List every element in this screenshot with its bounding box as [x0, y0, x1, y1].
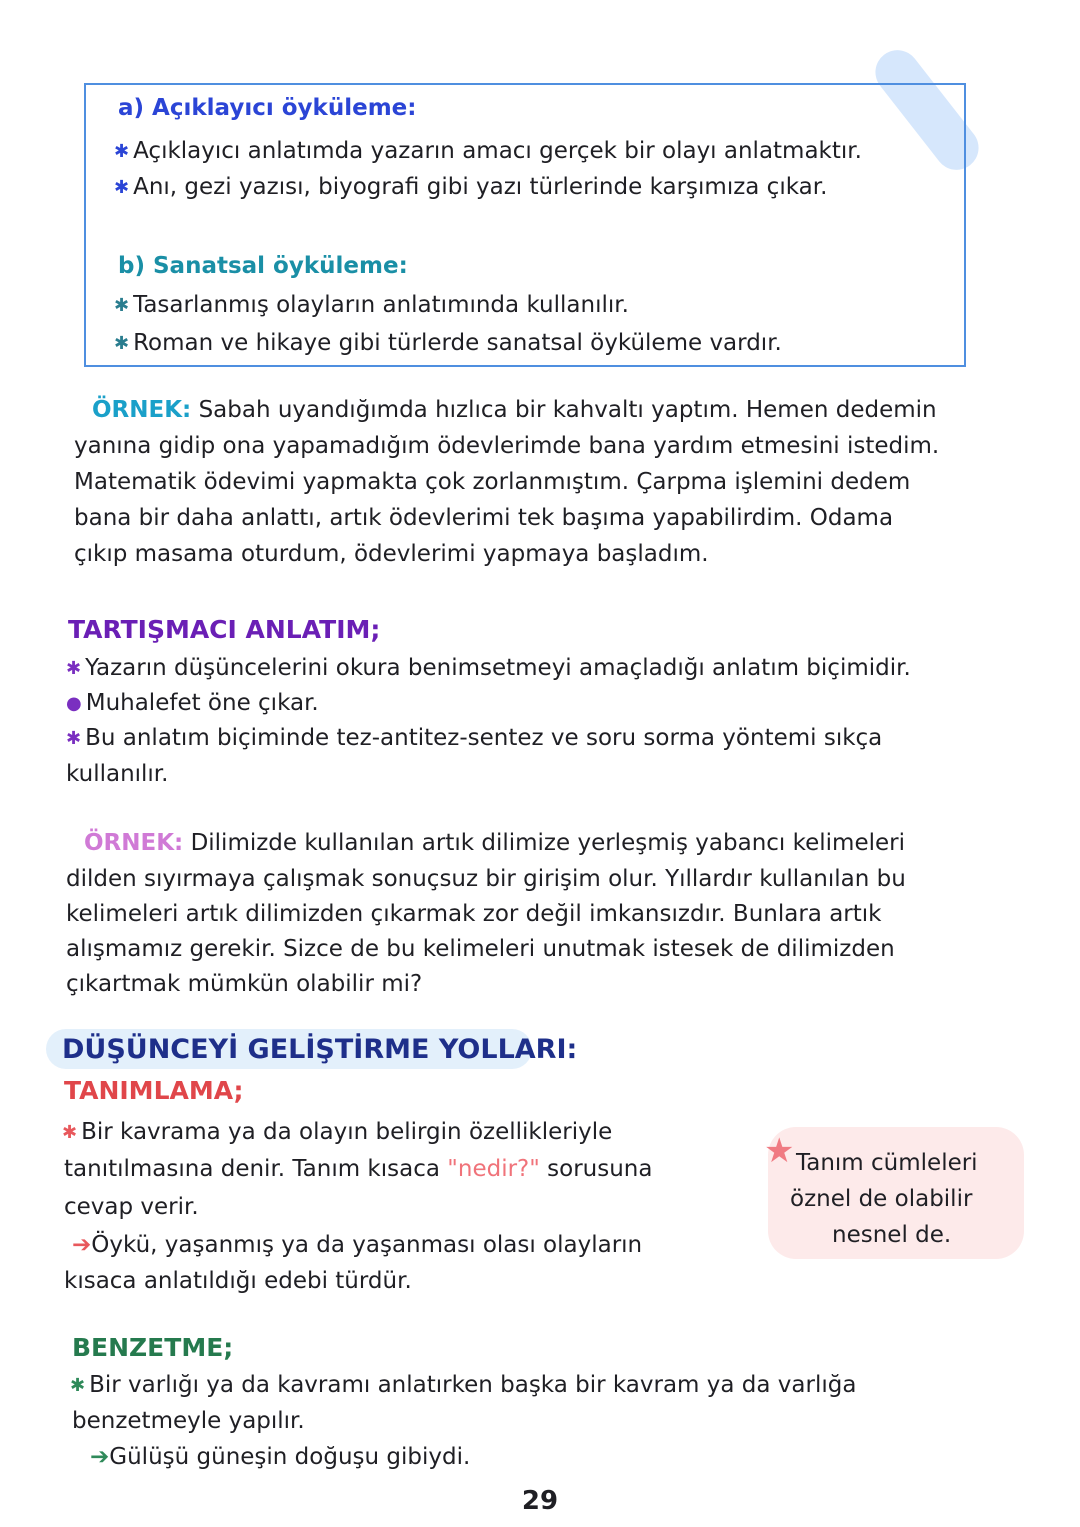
- bullet-icon: ●: [66, 693, 82, 714]
- bullet-icon: ✱: [114, 295, 130, 316]
- list-item: ✱ Bu anlatım biçiminde tez-antitez-sentez ve soru sorma yöntemi sıkça: [66, 721, 882, 756]
- list-item: ✱ Anı, gezi yazısı, biyografi gibi yazı türlerinde karşımıza çıkar.: [114, 170, 827, 205]
- highlighted-word: "nedir?": [447, 1156, 540, 1182]
- paragraph-line: bana bir daha anlattı, artık ödevlerimi tek başıma yapabilirdim. Odama: [74, 505, 894, 531]
- list-item: ✱ Tasarlanmış olayların anlatımında kullanılır.: [114, 288, 629, 323]
- example-line: ➔Gülüşü güneşin doğuşu gibiydi.: [90, 1444, 471, 1470]
- ornek-label: ÖRNEK:: [84, 830, 184, 856]
- list-item: ✱ Bir varlığı ya da kavramı anlatırken başka bir kavram ya da varlığa: [70, 1368, 856, 1403]
- list-item: ✱ Açıklayıcı anlatımda yazarın amacı gerçek bir olayı anlatmaktır.: [114, 134, 862, 169]
- note-line: nesnel de.: [832, 1222, 952, 1248]
- sanatsal-title: b) Sanatsal öyküleme:: [118, 253, 408, 279]
- list-item: ✱ Bir kavrama ya da olayın belirgin özellikleriyle: [62, 1115, 612, 1150]
- list-item: ● Muhalefet öne çıkar.: [66, 686, 319, 721]
- paragraph-line: yanına gidip ona yapamadığım ödevlerimde bana yardım etmesini istedim.: [74, 433, 940, 459]
- oykuleme-box: [84, 83, 966, 367]
- paragraph-line: çıkartmak mümkün olabilir mi?: [66, 971, 423, 997]
- list-item-continuation: kullanılır.: [66, 761, 169, 787]
- paragraph-line: kelimeleri artık dilimizden çıkarmak zor değil imkansızdır. Bunlara artık: [66, 901, 882, 927]
- paragraph-line: dilden sıyırmaya çalışmak sonuçsuz bir girişim olur. Yıllardır kullanılan bu: [66, 866, 906, 892]
- arrow-right-icon: ➔: [72, 1232, 92, 1258]
- arrow-right-icon: ➔: [90, 1444, 110, 1470]
- paragraph-line: Matematik ödevimi yapmakta çok zorlanmıştım. Çarpma işlemini dedem: [74, 469, 911, 495]
- list-item: ✱ Yazarın düşüncelerini okura benimsetmeyi amaçladığı anlatım biçimidir.: [66, 651, 911, 686]
- tanimlama-title: TANIMLAMA;: [64, 1076, 244, 1105]
- aciklayici-title: a) Açıklayıcı öyküleme:: [118, 95, 417, 121]
- bullet-icon: ✱: [66, 658, 82, 679]
- note-line: öznel de olabilir: [790, 1186, 973, 1212]
- example-line: kısaca anlatıldığı edebi türdür.: [64, 1268, 412, 1294]
- ornek2-first-line: ÖRNEK: Dilimizde kullanılan artık dilimize yerleşmiş yabancı kelimeleri: [84, 830, 905, 856]
- bullet-icon: ✱: [114, 333, 130, 354]
- bullet-icon: ✱: [70, 1375, 86, 1396]
- list-item: ✱ Roman ve hikaye gibi türlerde sanatsal öyküleme vardır.: [114, 326, 782, 361]
- benzetme-title: BENZETME;: [72, 1333, 234, 1362]
- star-icon: ★: [764, 1131, 795, 1171]
- bullet-icon: ✱: [114, 177, 130, 198]
- ornek1-first-line: ÖRNEK: Sabah uyandığımda hızlıca bir kahvaltı yaptım. Hemen dedemin: [92, 397, 937, 423]
- bullet-icon: ✱: [62, 1122, 78, 1143]
- dusunce-title: DÜŞÜNCEYİ GELİŞTİRME YOLLARI:: [62, 1034, 578, 1065]
- ornek-label: ÖRNEK:: [92, 397, 192, 423]
- tartismaci-title: TARTIŞMACI ANLATIM;: [68, 615, 381, 644]
- example-line: ➔Öykü, yaşanmış ya da yaşanması olası olayların: [72, 1232, 643, 1258]
- paragraph-line: tanıtılmasına denir. Tanım kısaca "nedir?" sorusuna: [64, 1156, 653, 1182]
- bullet-icon: ✱: [66, 728, 82, 749]
- note-line: Tanım cümleleri: [796, 1150, 978, 1176]
- page-number: 29: [521, 1486, 559, 1516]
- paragraph-line: çıkıp masama oturdum, ödevlerimi yapmaya başladım.: [74, 541, 709, 567]
- paragraph-line: alışmamız gerekir. Sizce de bu kelimeleri unutmak istesek de dilimizden: [66, 936, 895, 962]
- bullet-icon: ✱: [114, 141, 130, 162]
- paragraph-line: benzetmeyle yapılır.: [72, 1408, 305, 1434]
- paragraph-line: cevap verir.: [64, 1194, 199, 1220]
